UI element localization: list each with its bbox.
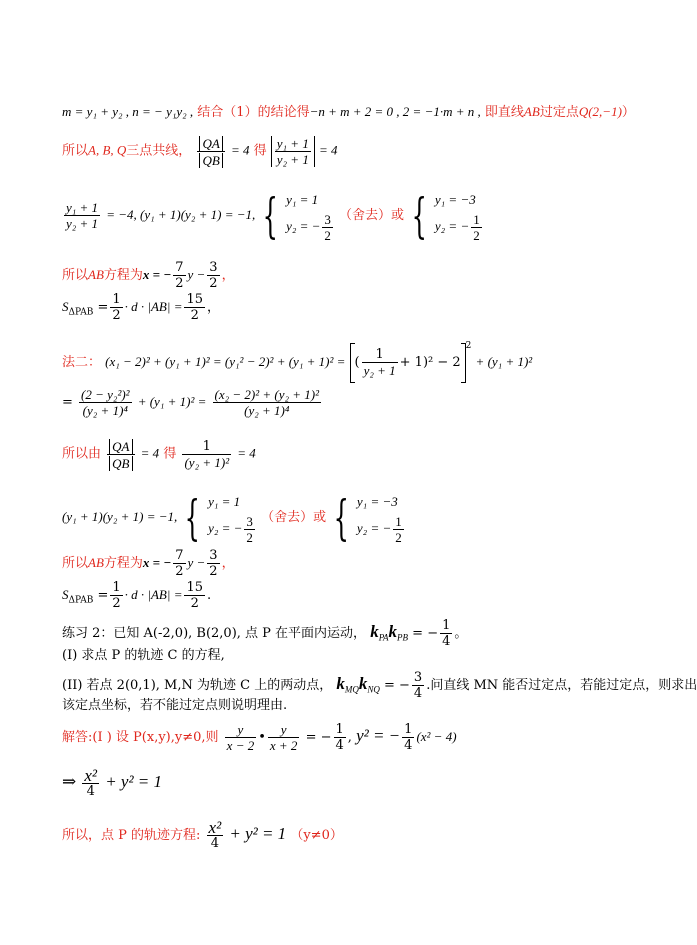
text-paren: ）: [621, 105, 635, 120]
frac-qa-qb: $\frac{QA}{QB}$: [197, 134, 224, 168]
expr-ab: AB: [523, 104, 540, 119]
line-6: 法二： (x₁ − 2)² + (y₁ + 1)² = (y₁² − 2)² + (y₁ + 1)² = ( $\frac{1}{\text{y₂ + 1}}$ + $1)^2 - 2^2 + (y_1 + 1)^2$: [62, 338, 532, 383]
line-5: $S_{\Delta PAB}$ = $\frac{1}{2}$ · d · |AB| = $\frac{15}{2}$ ，: [62, 292, 221, 323]
line-8: 所以由 $\frac{QA}{QB}$ = 4 得 $\frac{1}{\text{(y₂ + 1)²}}$ = 4: [62, 438, 256, 472]
text-combine: 结合（1）的结论得: [197, 105, 310, 120]
line-4: 所以AB方程为x = − $\frac{7}{2}$ y − $\frac{3}{2}$ ，: [62, 260, 235, 291]
text-de: 得: [253, 143, 267, 159]
line-16-answer: 解答:(I ) 设 P(x,y),y≠0,则 $\frac{y}{x - 2}$ • $\frac{y}{x + 2}$ = − $\frac{1}{4}$ , y² = − $\frac{1}{4}$ (x² − 4): [62, 722, 457, 753]
line-11: $S_{\Delta PAB}$ = $\frac{1}{2}$ · d · |AB| = $\frac{15}{2}$ .: [62, 580, 212, 611]
abs-ratio: $\frac{\text{y₁ + 1}}{\text{y₂ + 1}}$: [271, 136, 315, 167]
expr-eq4: = 4: [230, 142, 250, 158]
expr-mn: ₁ + y₂ , n = − y₁y₂ ,: [92, 104, 194, 119]
line-7: = $\frac{\text{(2 − y₂²)²}}{\text{(y₂ + 1)⁴}}$ + (y₁ + 1)² = $\frac{\text{(x₂ − 2)² + (y₂ + 1)²}}{\text{(y₂ + 1)⁴}}$: [62, 387, 320, 418]
expr-product: = −4, (y₁ + 1)(y₂ + 1) = −1,: [106, 207, 256, 222]
expr-eq: −n + m + 2 = 0 , 2 = −1·m + n ,: [309, 104, 481, 119]
expr-q: Q(2,−1): [578, 104, 622, 119]
line-10: 所以AB方程为x = − $\frac{7}{2}$ y − $\frac{3}{2}$ ，: [62, 548, 235, 579]
line-15: 该定点坐标，若不能过定点则说明理由.: [62, 698, 288, 713]
text-collinear: 三点共线，: [126, 143, 192, 159]
line-2: [62, 134, 338, 168]
line-13: (I) 求点 P 的轨迹 C 的方程,: [62, 648, 225, 663]
text-fixed-point: 过定点: [539, 105, 579, 120]
system-2: y₁ = −3 y₂ = − $\frac{1}{2}$: [434, 192, 480, 243]
system-1: y₁ = 1 y₂ = − $\frac{3}{2}$: [286, 192, 331, 243]
line-12-exercise: 练习 2：已知 A(-2,0), B(2,0), 点 P 在平面内运动， $k_{PA}k_{PB}$ = − $\frac{1}{4}$ 。: [62, 618, 468, 649]
expr-m: m = y: [62, 104, 93, 119]
text-line: 即直线: [484, 105, 524, 120]
text-so: 所以: [62, 143, 89, 159]
line-1: [62, 104, 635, 121]
line-14: (II) 若点 2(0,1), M,N 为轨迹 C 上的两动点， $k_{MQ}k_{NQ}$ = − $\frac{3}{4}$ .问直线 MN 能否过定点，若能过定点，则求出: [62, 670, 697, 701]
expr-abq: A, B, Q: [88, 142, 127, 158]
text-discard: （舍去）或: [339, 208, 405, 223]
line-3: $\frac{\text{y₁ + 1}}{\text{y₂ + 1}}$ = −4, (y₁ + 1)(y₂ + 1) = −1, { y₁ = 1 y₂ = − $\frac{3}{2}$ （舍去）或 { y₁ = −3 y₂ = − $\frac{1}{2}$: [62, 188, 484, 243]
frac-y1-y2: $\frac{\text{y₁ + 1}}{\text{y₂ + 1}}$: [66, 200, 99, 231]
line-17: ⇒ x² 4 + y² = 1: [62, 766, 163, 799]
line-9: (y₁ + 1)(y₂ + 1) = −1, { y₁ = 1 y₂ = − $\frac{3}{2}$ （舍去）或 { y₁ = −3 y₂ = − $\frac{1}{2}$: [62, 489, 402, 546]
expr-eq4b: = 4: [318, 142, 338, 158]
line-18: 所以，点 P 的轨迹方程: x² 4 + y² = 1 （y≠0）: [62, 818, 343, 851]
